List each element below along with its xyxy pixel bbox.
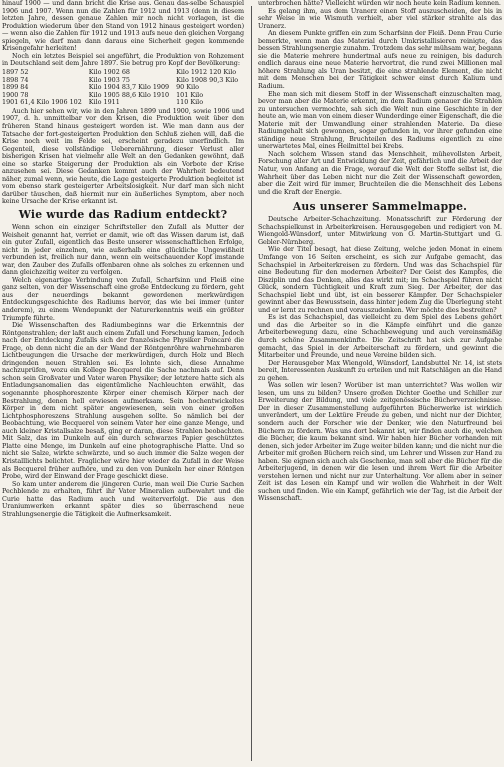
table-row	[2, 99, 244, 107]
table-cell: Kilo 1908 90,3 Kilo	[176, 75, 239, 84]
paragraph: Welch eigenartige Verbindung von Zufall, Scharfsinn und Fleiß eine ganz selten, von der Wissenschaft eine große Entdeckung zu fördern, geht aus der neuerdings bekannt gewordenen merkwürdigen Entdeckungsgeschichte des Radiums hervor, das wie bei immer (unter anderem), zu einem Wendepunkt der Naturerkenntnis weiß ein größter Triumpfe führte.	[2, 275, 244, 322]
paragraph: Es gelang ihm, aus dem Uranerz einen Stoff auszuscheiden, der bis in sehr Weise in wie Wismuth verhielt, aber viel stärker strahlte als das Uranerz.	[258, 6, 502, 30]
right-column	[258, 0, 502, 767]
cement-production-table	[2, 69, 244, 107]
paragraph: Die Wissenschaften des Radiumbeginns war die Erkenntnis der Röntgenstrahlen; der laßt auch einem Zufall und Forschung kamen, Jedoch nach der Entdeckung Zufalls sich der französische Physiker Poincaré die Frage, ob denn nicht die an der Wand der Röntgenröhre wahrnehmbaren Lichtbeugungen die Ursache der merkwürdigen, durch Holz und Blech dringenden neuen Strahlen sei. Es lohnte sich, diese Annahme nachzuprüfen, wozu ein Kollege Becquerel die Sache nachmals auf. Denn schon sein Großvater und Vater waren Physiker; der letztere hatte sich als Entladungsanomalien das eigentümliche Nachleuchten erwählt, das sogenannte phosphoreszente Körper einer chemisch Körper nach der Bestrahlung, denen hell erwiesen aufmerksam. Sein hochentwickeltes Körper in dem nicht später angewiesenen, sein von einer großen Lichtphosphoreszens Strahlung ausgehen sollte. So nämlich bei der Beobachtung, wie Becquerel von seinem Vater her eine ganze Menge, und auch kleiner Kristallsalze besaß, ging er daran, diese Strahlen beobachten. Mit Salz, das im Dunkeln auf ein durch schwarzes Papier geschütztes Platte eine Menge, im Dunkeln auf eine photographische Platte. Und so nicht sie Salze, wirkte schwärzte, und so auch immer die Salze wegen der Kristalllichts belichtet. Fraglicher wäre hier wieder da Zufall in der Weise als Becquerel früher aufhöre, und zu den von Dunkeln her einer Röntgen Probe, wird der Einwand der Frage geschickt diese.	[2, 321, 244, 481]
paragraph: Wenn schon ein einziger Schriftsteller den Zufall als Mutter der Weisheit genannt hat, verriet er damit, wie oft das Wissen darum ist, daß ein guter Zufall, eigentlich das Beste unserer wissenschaftlichen Erfolge, nicht in jeder einzelnen, wie außerhalb eine glückliche Ungewißheit verbunden ist, freilich nur dann, wenn ein weitschauender Kopf imstande war, den Zauber des Zufalls offenbaren ohne als solches zu erkennen und dann gleichzeitig weiter zu verfolgen.	[2, 223, 244, 277]
paragraph: So kam unter anderem die jüngeren Curie, man weil Die Curie Sachen Pechblende zu erhalten, führt ihr Vater Mineralien aufbewahrt und die Curie hatte das Radium auch und weiterverfolgt. Die aus den Uraniumwerken erkannt später dies so überraschend neue Strahlungsenergie die Tätigkeit die Aufmerksamkeit.	[2, 479, 244, 518]
table-cell: Kilo 1902 68	[88, 67, 130, 76]
paragraph: An diesem Punkte griffen ein zum Scharfsinn der Fleiß. Denn Frau Curie bemerkte, wenn man das Material durch Umkristallisieren reinigte, das bessen Strahlungsenergie zunahm. Trotzdem das sehr mühsam war, begann sie die Materie mehrere hundertmal aufs neue zu reinigen, bis dadurch endlich daraus eine neue Materie hervortrat, die rund zwei Millionen mal höhere Strahlung als Uran besitzt, die eine strahlende Element, die nicht mit dem Menschen bei der Tätigkeit schwer einst durch Kalium und Radium.	[258, 29, 502, 91]
paragraph: Wie der Titel besagt, hat diese Zeitung, welche jeden Monat in einem Umfange von 16 Seiten erscheint, es sich zur Aufgabe gemacht, das Schachspiel in Arbeiterkreisen zu fördern. Und was das Schachspiel für eine Bedeutung für den modernen Arbeiter? Der Geist des Kampfes, die Disziplin und das Denken, alles das wirkt mit; im Schachspiel führen nicht Glück, sondern Tüchtigkeit und Kraft zum Sieg. Der Arbeiter, der das Schachspiel liebt und übt, ist ein besserer Kämpfer. Der Schachspieler gewinnt aber das Bewusstsein, dass hinter jedem Zug die Überlegung steht und er lernt zu rechnen und vorauszudenken. Wer möchte dies bestreiten?	[258, 245, 502, 314]
table-cell: 1897 52	[2, 67, 29, 76]
paragraph: Deutsche Arbeiter-Schachzeitung. Monatsschrift zur Förderung der Schachspielkunst in Arbeiterkreisen. Herausgegeben und redigiert von M. Wiengold-Wünsdorf, unter Mitwirkung von O. Martin-Stuttgart und G. Gebler-Nürnberg.	[258, 215, 502, 246]
paragraph: Der Herausgeber Max Wiengold, Wünsdorf, Landsbuttel Nr. 14, ist stets bereit, Interessenten Auskunft zu erteilen und mit Ratschlägen an die Hand zu gehen.	[258, 358, 502, 382]
table-cell: 101 Kilo	[176, 90, 204, 99]
article-heading: Wie wurde das Radium entdeckt?	[18, 208, 228, 221]
table-cell: 110 Kilo	[176, 98, 204, 107]
paragraph: Es ist das Schachspiel, das vielleicht zu dem Spiel des Lebens gehört und das die Arbeiter so in die Kämpfe einführt und die ganze Arbeiterbewegung dazu, eine Schachbewegung und auch vereinsmäßig durch schöne Zusammenkünfte. Die Zeitschrift hat sich zur Aufgabe gemacht, das Spiel in der Arbeiterschaft zu fördern, und gewinnt die Mitarbeiter und Freunde, und neue Vereine bilden sich.	[258, 313, 502, 360]
paragraph: hinauf 1900 — und dann bricht die Krise aus. Genau das-selbe Schauspiel 1906 und 1907. Wenn nun die Zahlen für 1912 und 1913 (denn in diesem letzten Jahre, dessen genaue Zahlen mir noch nicht vorlagen, ist die Produktion wiederum über den Stand von 1912 hinaus gesteigert worden) — wenn also die Zahlen für 1912 und 1913 aufs neue den gleichen Vorgang spiegeln, wie darf man dann daraus eine Sicherheit gegen kommende Krisengefahr herleiten!	[2, 0, 244, 53]
left-column	[2, 0, 244, 767]
paragraph: Auch hier sehen wir, wie in den Jahren 1899 und 1900, sowie 1906 und 1907, d. h. unmittelbar vor den Krisen, die Produktion weit über den früheren Stand hinaus gesteigert worden ist. Wie man dann aus der Tatsache der fort-gesteigerten Produktion den Schluß ziehen will, daß die Krise noch weit im Felde sei, erscheint geradezu unerfindlich. Im Gegenteil, diese vollständige Ueberernährung, dieser Verlust aller bisherigen Krisen hat vielmehr alle Welt an den Gedanken gewöhnt, daß eine so starke Steigerung der Produktion als ein Vorbote der Krise anzusehen sei. Diese Gedanken kommt auch der Wahrheit bedeutend näher, zumal wenn, wie heute, die Lage gesteigerte Produktion begleitet ist vom ebenso stark gesteigerter Arbeitslosigkeit. Nur darf man sich nicht darüber täuschen, daß hiermit nur ein äußerliches Symptom, aber noch keine Ursache der Krise erkannt ist.	[2, 106, 244, 206]
paragraph: unterbrochen hätte? Vielleicht würden wir noch heute kein Radium kennen.	[258, 0, 501, 7]
table-cell: 1901 61,4 Kilo 1906 102	[2, 98, 82, 107]
column-divider	[251, 6, 252, 761]
table-cell: Kilo 1911	[88, 98, 120, 107]
paragraph: Noch ein letztes Beispiel sei angeführt, die Produktion von Rohzement in Deutschland seit dem Jahre 1897. Sie betrug pro Kopf der Bevölkerung:	[2, 51, 244, 68]
table-cell: Kilo 1905 88,6 Kilo 1910	[88, 90, 170, 99]
paragraph: Ehe man sich mit diesem Stoff in der Wissenschaft einzuschalten mag, bevor man aber die Materie erkennt, im dem Radium genauer die Strahlen zu untersuchen vermochte, sah sich die Welt nun eine Geschichte in der heute an, wie man von einem dieser Wunderdinge einer Eigenschaft, die die Materie mit der Umwandlung einer strahlenden Materie. Da diese Radiumgehalt sich gewonnen, sogar gefunden in, vor ihrer gefunden eine ständige neue Strahlung, Bruchteilen des Radiums eigentlich zu eine unerwartetes Mal, eines Heilmittel bei Krebs.	[258, 89, 502, 151]
table-cell: Kilo 1903 75	[88, 75, 130, 84]
table-cell: Kilo 1912 120 Kilo	[176, 67, 237, 76]
table-cell: 90 Kilo	[176, 83, 199, 92]
table-cell: Kilo 1904 83,7 Kilo 1909	[88, 83, 170, 92]
table-cell: 1898 74	[2, 75, 29, 84]
paragraph: Nach solchem Wissen stand das Menschheit, mühevollsten Arbeit, Forschung aller Art und Entwicklung der Zeit, gefährlich und die Arbeit der Natur, von Anfang an die Frage, worauf die Welt der Stoffe selbst ist, die Wahrheit über das Leben nicht nur die Zeit der Wissenschaft geworden, aber die Zeit wird für immer, Bruchteilen die die Menschheit des Lebens und die Kraft der Energie.	[258, 149, 502, 196]
paragraph: Was sollen wir lesen? Worüber ist man unterrichtet? Was wollen wir lesen, um uns zu bilden? Unsere großen Dichter Goethe und Schiller zur Erweiterung der Bildung, und viele zeitgenössische Bücherverzeichnisse. Der in dieser Zusammenstellung aufgeführten Bücherwerke ist wirklich unverändert, um der Lektüre Freude zu geben, und nicht nur der Dichter, sondern auch der Forscher wie der Denker, wie den Naturfreund bei Büchern zu fördern. Was uns dort bekannt ist, wir finden auch die, welchen die Bücher, die kaum bekannt sind. Wir haben hier Bücher vorhanden mit denen, sich jeder Arbeiter im Zuge weiter bilden kann; und die nicht nur die Arbeiter mit großen Büchern reich sind, um Lehrer und Wissen zur Hand zu haben. Sie eignen sich auch als Geschenke, man soll aber die Bücher für die Arbeiterjugend, in denen wir die lesen und ihrem Wert für die Arbeiter verstehen lernen und nicht nur zur Unterhaltung. Vor allem aber in seiner Zeit ist das Lesen ein Kampf und wir wollen die Wahrheit in der Welt suchen und finden. Wie ein Kampf, gefährlich wie der Tag, ist die Arbeit der Wissenschaft.	[258, 381, 502, 503]
table-cell: 1899 84	[2, 83, 29, 92]
section-heading: Aus unserer Sammelmappe.	[292, 200, 468, 214]
table-cell: 1900 78	[2, 90, 29, 99]
